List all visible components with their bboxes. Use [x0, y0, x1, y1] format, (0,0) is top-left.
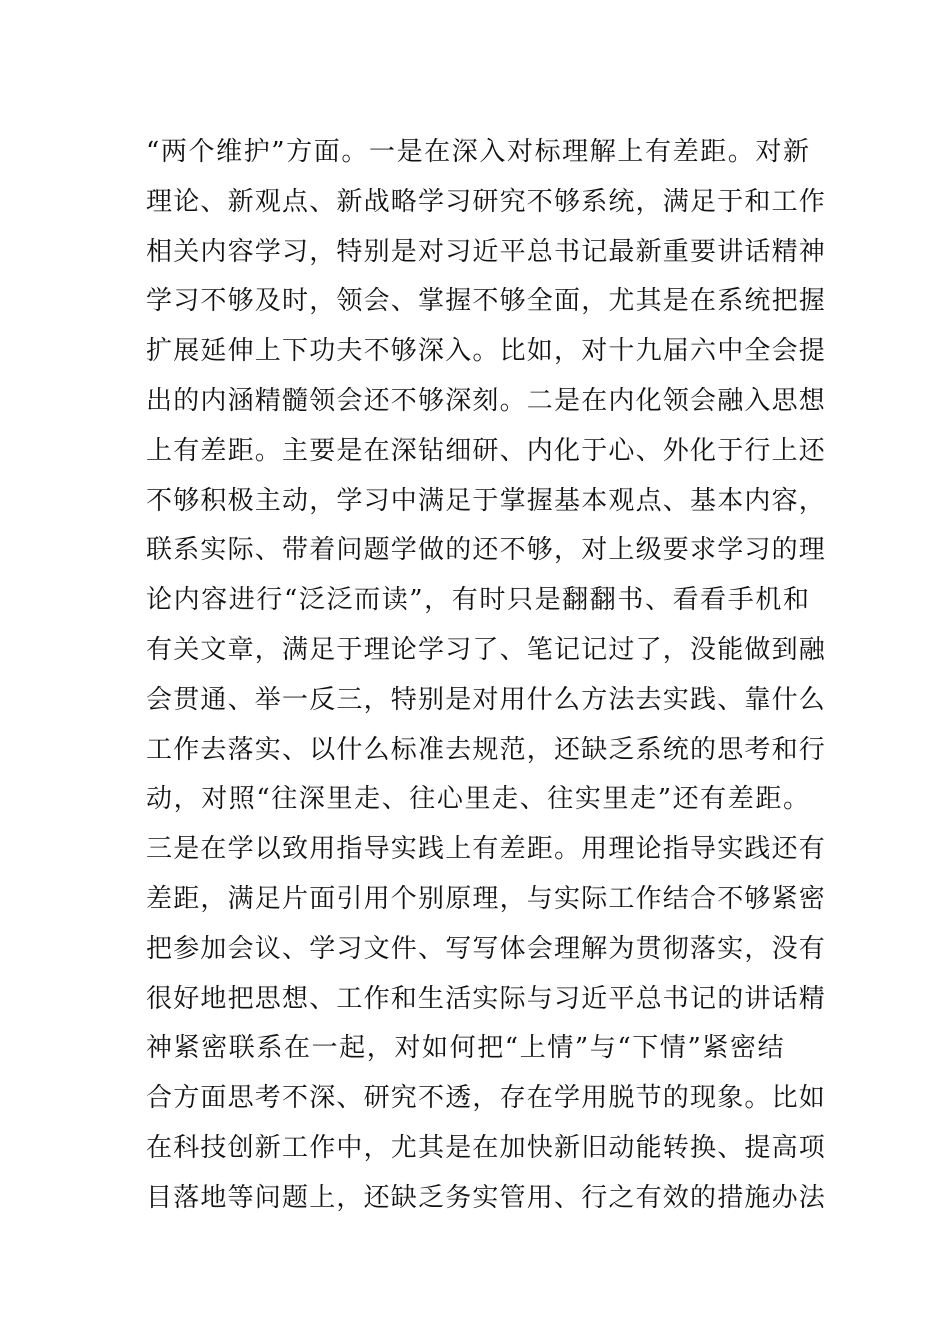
text-line: 工作去落实、以什么标准去规范，还缺乏系统的思考和行 — [146, 734, 827, 765]
text-line: 动，对照“往深里走、往心里走、往实里走”还有差距。 — [146, 784, 811, 815]
text-line: 很好地把思想、工作和生活实际与习近平总书记的讲话精 — [146, 983, 827, 1014]
text-line: 出的内涵精髓领会还不够深刻。二是在内化领会融入思想 — [146, 385, 827, 416]
text-line: 把参加会议、学习文件、写写体会理解为贯彻落实，没有 — [146, 933, 827, 964]
text-line: 不够积极主动，学习中满足于掌握基本观点、基本内容， — [146, 485, 827, 516]
text-line: 相关内容学习，特别是对习近平总书记最新重要讲话精神 — [146, 236, 827, 267]
text-line: 合方面思考不深、研究不透，存在学用脱节的现象。比如 — [146, 1083, 827, 1114]
text-line: 目落地等问题上，还缺乏务实管用、行之有效的措施办法 — [146, 1182, 827, 1213]
text-line: 上有差距。主要是在深钻细研、内化于心、外化于行上还 — [146, 435, 827, 466]
text-line: 有关文章，满足于理论学习了、笔记记过了，没能做到融 — [146, 634, 827, 665]
text-line: “两个维护”方面。一是在深入对标理解上有差距。对新 — [146, 137, 811, 167]
text-line: 会贯通、举一反三，特别是对用什么方法去实践、靠什么 — [146, 684, 827, 715]
text-line: 理论、新观点、新战略学习研究不够系统，满足于和工作 — [146, 186, 827, 217]
text-line: 三是在学以致用指导实践上有差距。用理论指导实践还有 — [146, 834, 827, 865]
text-line: 扩展延伸上下功夫不够深入。比如，对十九届六中全会提 — [146, 336, 827, 367]
text-line: 学习不够及时，领会、掌握不够全面，尤其是在系统把握 — [146, 286, 827, 317]
text-line: 差距，满足片面引用个别原理，与实际工作结合不够紧密 — [146, 883, 827, 914]
text-line: 联系实际、带着问题学做的还不够，对上级要求学习的理 — [146, 535, 827, 566]
text-line: 在科技创新工作中，尤其是在加快新旧动能转换、提高项 — [146, 1132, 827, 1163]
text-line: 论内容进行“泛泛而读”，有时只是翻翻书、看看手机和 — [146, 585, 811, 616]
body-paragraph — [146, 128, 826, 1224]
text-line: 神紧密联系在一起，对如何把“上情”与“下情”紧密结 — [146, 1033, 786, 1064]
